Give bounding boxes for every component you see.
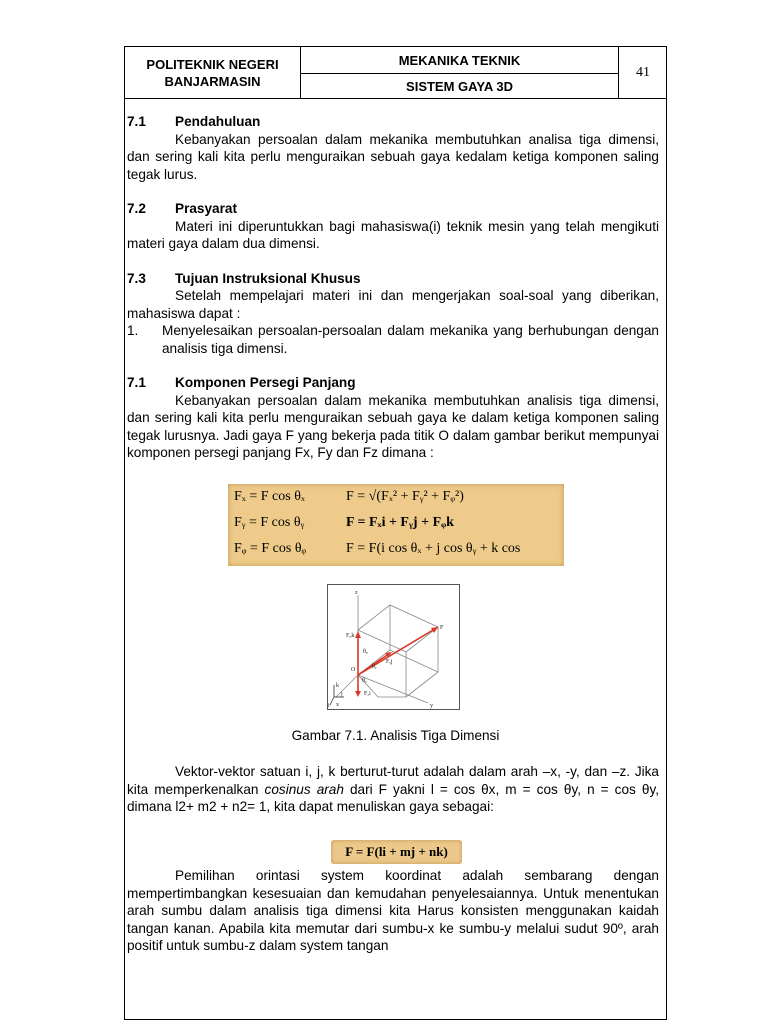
section-number: 7.1	[127, 375, 146, 390]
label-fxi: Fₓi	[364, 691, 371, 697]
equation-fx: Fₓ = F cos θₓ	[234, 489, 305, 504]
paragraph-coordinate-system: Pemilihan orintasi system koordinat adalah sembarang dengan mempertimbangkan kesesuaian dan kemudahan penyelesaiannya. Untuk menentukan arah sumbu dalam analisis tiga dimensi kita Harus konsisten menggunakan kaidah tangan kanan. Apabila kita memutar dari sumbu-x ke sumbu-y melalui sudut 90º, arah positif untuk sumbu-z dalam system tangan	[127, 868, 659, 953]
unit-vector-i: i	[328, 703, 330, 709]
section-heading	[127, 113, 659, 131]
course-cell	[301, 47, 619, 74]
list-item-number: 1.	[127, 323, 139, 338]
paragraph-text-rest: dari F yakni l = cos θx, m = cos θy, n = cos θy, dimana l2+ m2 + n2= 1, kita dapat menuliskan gaya sebagai:	[127, 781, 660, 814]
equation-f-magnitude: F = √(Fₓ² + Fᵧ² + Fᵩ²)	[346, 489, 464, 504]
equation-fy: Fᵧ = F cos θᵧ	[234, 515, 305, 530]
topic-title: SISTEM GAYA 3D	[406, 78, 513, 94]
page-number-text: 41	[636, 64, 650, 80]
label-fyj: Fᵧj	[386, 659, 393, 665]
institution-line1: POLITEKNIK NEGERI	[146, 56, 279, 72]
axis-label-z: z	[355, 590, 358, 596]
axis-label-y: y	[430, 703, 433, 709]
upper-content	[127, 113, 659, 462]
label-theta-x: θₓ	[362, 678, 367, 684]
paragraph-unit-vectors	[127, 763, 659, 816]
label-fzk: Fᵩk	[346, 633, 355, 639]
unit-vector-k: k	[336, 683, 339, 689]
section-heading	[127, 200, 659, 218]
institution-line2: BANJARMASIN	[164, 73, 261, 89]
institution-cell	[125, 47, 301, 99]
paragraph-text: Vektor-vektor satuan i, j, k berturut-turut adalah dalam arah –x, -y, dan –z. Jika kita memperkenalkan	[127, 764, 659, 797]
section-title: Komponen Persegi Panjang	[175, 375, 356, 390]
equation-fz: Fᵩ = F cos θᵩ	[234, 541, 307, 556]
section-number: 7.2	[127, 201, 146, 216]
section-title: Prasyarat	[175, 201, 237, 216]
formula-box	[331, 840, 462, 864]
force-diagram-frame	[327, 584, 460, 710]
label-theta-y: θᵧ	[372, 664, 377, 670]
label-origin-o: O	[351, 667, 356, 673]
section-title: Tujuan Instruksional Khusus	[175, 270, 361, 286]
force-diagram	[328, 585, 459, 709]
section-heading	[127, 374, 659, 392]
section-number: 7.3	[127, 270, 146, 286]
list-item-text: Menyelesaikan persoalan-persoalan dalam mekanika yang berhubungan dengan analisis tiga dimensi.	[162, 323, 659, 356]
topic-cell	[301, 74, 619, 99]
axis-label-x: x	[336, 702, 339, 708]
list-item	[127, 322, 659, 357]
section-heading	[127, 270, 659, 288]
page-number	[619, 47, 667, 99]
label-theta-z: θᵩ	[363, 649, 368, 655]
paragraph-emphasis: cosinus arah	[264, 781, 344, 797]
equation-f-direction: F = F(i cos θₓ + j cos θᵧ + k cos	[346, 541, 521, 556]
label-force-f: F	[440, 625, 444, 631]
section-number: 7.1	[127, 114, 146, 129]
section-body: Setelah mempelajari materi ini dan mengerjakan soal-soal yang diberikan, mahasiswa dapat :	[127, 288, 659, 321]
equation-box	[228, 484, 564, 566]
section-title: Pendahuluan	[175, 114, 261, 129]
section-body: Kebanyakan persoalan dalam mekanika membutuhkan analisis tiga dimensi, dan sering kali kita perlu menguraikan sebuah gaya ke dalam ketiga komponen saling tegak lurusnya. Jadi gaya F yang bekerja pada titik O dalam gambar berikut mempunyai komponen persegi panjang Fx, Fy dan Fz dimana :	[127, 392, 659, 460]
course-title: MEKANIKA TEKNIK	[398, 52, 521, 68]
section-body: Kebanyakan persoalan dalam mekanika membutuhkan analisa tiga dimensi, dan sering kali kita perlu menguraikan sebuah gaya kedalam ketiga komponen saling tegak lurus.	[127, 131, 659, 182]
unit-vector-j: j	[341, 691, 343, 697]
figure-caption: Gambar 7.1. Analisis Tiga Dimensi	[291, 728, 500, 743]
equation-f-vector: F = Fₓi + Fᵧj + Fᵩk	[346, 515, 454, 530]
section-body: Materi ini diperuntukkan bagi mahasiswa(i) teknik mesin yang telah mengikuti materi gaya dalam dua dimensi.	[127, 218, 659, 251]
formula-direction-cosines: F = F(li + mj + nk)	[345, 844, 448, 859]
